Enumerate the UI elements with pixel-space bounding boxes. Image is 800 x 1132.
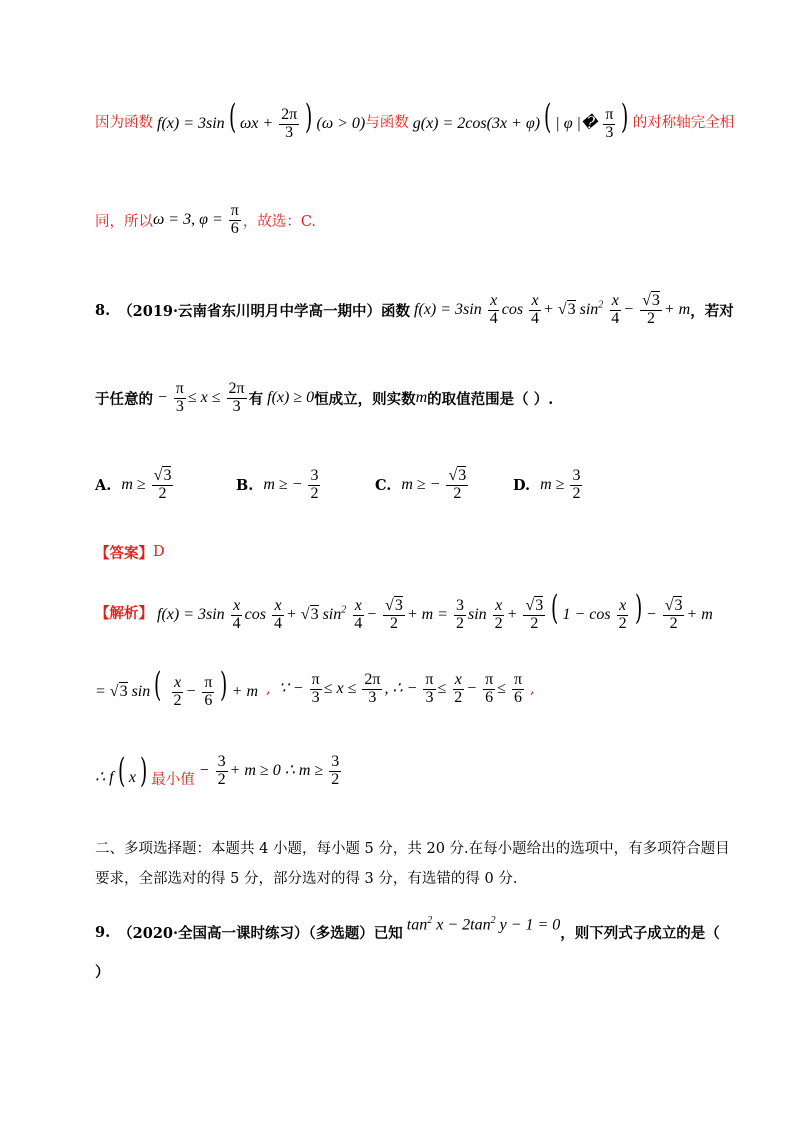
formula-f: f(x) = 3sin ( ωx + $\frac{2\pi}{3}$ ) (ω > 0) — [153, 97, 366, 142]
option-d-label: D. — [513, 476, 531, 494]
var-m: m — [415, 389, 428, 406]
option-b-expr: m ≥ − $\frac{3}{2}$ — [263, 466, 319, 502]
question-9-number: 9. — [95, 923, 111, 941]
section-2-line-1 — [95, 836, 740, 858]
answer-line — [95, 540, 740, 564]
text-because: 因为函数 — [95, 114, 153, 131]
text-q9-tail: ，则下列式子成立的是（ — [560, 924, 720, 942]
analysis-line-3 — [95, 745, 740, 797]
option-b-label: B. — [236, 476, 254, 494]
formula-q8-cond: f(x) ≥ 0 — [263, 389, 315, 406]
answer-value: D — [153, 544, 165, 560]
solution-line-1 — [95, 95, 740, 147]
option-d[interactable] — [513, 455, 584, 515]
question-8-source: （2019·云南省东川明月中学高一期中）函数 — [118, 302, 411, 320]
text-min-value: 最小值 — [151, 772, 195, 788]
formula-analysis-3a: ∴ f ( x ) — [95, 751, 148, 791]
option-c[interactable] — [375, 455, 470, 515]
question-8-number: 8. — [95, 301, 111, 319]
solution-line-2 — [95, 197, 740, 243]
option-b[interactable] — [236, 455, 322, 515]
analysis-tag: 【解析】 — [95, 604, 153, 622]
analysis-line-2: = √3 sin ( $\frac{x}{2}$ − $\frac{\pi}{6}$ ) + m , ∵ − $\frac{\pi}{3}$ ≤ x ≤ $\frac{2\pi}{3}$ , ∴ − $\frac{\pi}{3}$ ≤ $\frac{x}{2}$ − $\frac{\pi}{6}$ ≤ $\frac{\pi}{6}$ , — [95, 665, 535, 710]
question-9-line-2 — [95, 960, 740, 982]
formula-q8-range: − $\frac{\pi}{3}$ ≤ x ≤ $\frac{2\pi}{3}$ — [153, 379, 245, 415]
section-2-text-2: 要求，全部选对的得 5 分，部分选对的得 3 分，有选错的得 0 分. — [95, 870, 518, 887]
text-choose-c: ，故选：C. — [242, 213, 317, 230]
question-9-line-1 — [95, 915, 740, 949]
formula-analysis-2b: ∵ − $\frac{\pi}{3}$ ≤ x ≤ $\frac{2\pi}{3}$ , ∴ − $\frac{\pi}{3}$ ≤ $\frac{x}{2}$ − $\frac{\pi}{6}$ ≤ $\frac{\pi}{6}$ — [278, 670, 523, 706]
formula-q8-f: f(x) = 3sin $\frac{x}{4}$ cos $\frac{x}{4}$ + √3 $\sin^2$ $\frac{x}{4}$ − $\frac{√3}{2}$ + m — [410, 291, 691, 327]
formula-analysis-3b: − $\frac{3}{2}$ + m ≥ 0 ∴ m ≥ $\frac{3}{2}$ — [194, 752, 340, 788]
answer-tag: 【答案】 — [95, 544, 153, 562]
text-and-function: 与函数 — [365, 114, 409, 131]
text-range-of-values: 的取值范围是（ ）. — [427, 390, 554, 408]
question-9-source: （2020·全国高一课时练习）（多选题）已知 — [118, 924, 403, 942]
option-a[interactable] — [95, 455, 175, 515]
text-same-so: 同，所以 — [95, 213, 153, 230]
question-8-line-2 — [95, 372, 740, 424]
question-8-line-1 — [95, 285, 740, 335]
text-symmetry-axis: 的对称轴完全相 — [632, 114, 735, 131]
text-for-any: 于任意的 — [95, 390, 153, 408]
formula-omega-phi: ω = 3, φ = $\frac{\pi}{6}$ — [153, 201, 239, 237]
option-a-expr: m ≥ $\frac{√3}{2}$ — [121, 466, 172, 502]
analysis-line-1 — [95, 585, 740, 639]
section-2-text-1: 二、多项选择题：本题共 4 小题，每小题 5 分，共 20 分.在每小题给出的选项中，有多项符合题目 — [95, 840, 730, 857]
formula-q9: $\tan^2 x - 2\tan^2$ y − 1 = 0 — [402, 915, 561, 934]
text-always-holds: 恒成立，则实数 — [314, 390, 416, 408]
text-if-for: ，若对 — [690, 302, 734, 320]
option-c-label: C. — [375, 476, 392, 494]
option-a-label: A. — [95, 476, 112, 494]
text-q9-close: ） — [95, 963, 110, 981]
formula-analysis-1: f(x) = 3sin $\frac{x}{4}$ cos $\frac{x}{4}$ + √3 $\sin^2$ $\frac{x}{4}$ − $\frac{√3}{2}$ + m = $\frac{3}{2}$ sin $\frac{x}{2}$ + $\frac{√3}{2}$ ( 1 − cos $\frac{x}{2}$ ) − $\frac{√3}{2}$ + m — [153, 588, 713, 633]
option-d-expr: m ≥ $\frac{3}{2}$ — [540, 466, 581, 502]
formula-analysis-2a: = √3 sin ( $\frac{x}{2}$ − $\frac{\pi}{6}$ ) + m — [95, 665, 259, 710]
formula-g: g(x) = 2cos(3x + φ) ( | φ |� $\frac{\pi}{3}$ ) — [408, 97, 629, 142]
section-2-line-2 — [95, 866, 740, 888]
text-have: 有 — [248, 390, 264, 408]
option-c-expr: m ≥ − $\frac{√3}{2}$ — [401, 466, 467, 502]
